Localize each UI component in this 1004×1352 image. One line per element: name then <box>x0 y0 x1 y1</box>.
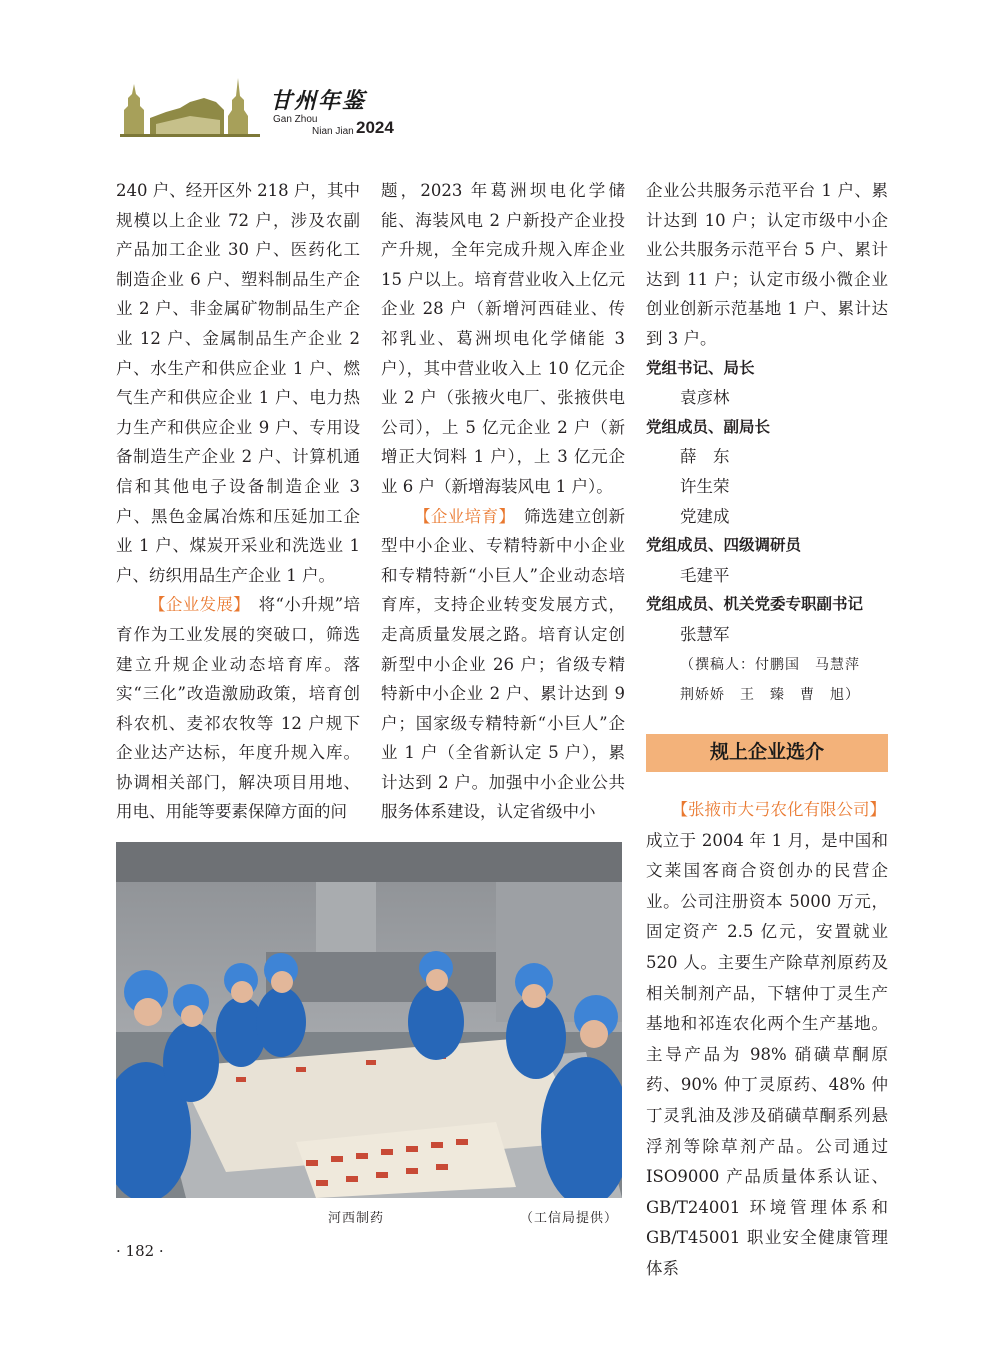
yearbook-name-en-2: Nian Jian <box>312 126 354 137</box>
company-name: 【张掖市大弓农化有限公司】 <box>671 800 886 819</box>
photo-caption: 河西制药 <box>328 1211 385 1226</box>
author-credit: （撰稿人：付鹏国 马慧萍 <box>680 656 860 673</box>
person-name: 许生荣 <box>680 476 730 496</box>
role-title: 党组成员、四级调研员 <box>646 537 802 555</box>
person-name: 张慧军 <box>680 624 730 644</box>
person-name: 毛建平 <box>680 565 730 585</box>
section-tag: 【企业发展】 <box>149 595 242 615</box>
paragraph: 240 户、经开区外 218 户，其中规模以上企业 72 户，涉及农副产品加工企业 30 户、医药化工制造企业 6 户、塑料制品生产企业 2 户、非金属矿物制品生产企业 12 户、金属制品生产企业 2 户、水生产和供应企业 1 户、燃气生产和供应企业 1 户、电力热力生产和供应企业 9 户、专用设备制造生产企业 2 户、计算机通信和其他电子设备制造企业 3 户、黑色金属冶炼和压延加工企业 1 户、煤炭开采业和洗选业 1 户、纺织用品生产企业 1 户。 <box>116 181 360 585</box>
role-title: 党组书记、局长 <box>646 359 755 377</box>
yearbook-year: 2024 <box>356 118 394 137</box>
photo-credit: （工信局提供） <box>520 1211 619 1226</box>
paragraph: 题，2023 年葛洲坝电化学储能、海装风电 2 户新投产企业投产升规，全年完成升规入库企业 15 户以上。培育营业收入上亿元企业 28 户（新增河西硅业、传祁乳业、葛洲坝电化学储能 3 户），其中营业收入上 10 亿元企业 2 户（张掖火电厂、张掖供电公司），上 5 亿元企业 2 户（新增正大饲料 1 户），上 3 亿元企业 6 户（新增海装风电 1 户）。 <box>381 181 625 496</box>
section-tag: 【企业培育】 <box>414 506 508 526</box>
paragraph-enterprise-cultivation <box>381 502 625 828</box>
yearbook-name-en-1: Gan Zhou <box>273 114 318 125</box>
paragraph-enterprise-development <box>116 590 360 827</box>
yearbook-logo <box>120 70 420 145</box>
column-1 <box>116 176 360 827</box>
person-name: 党建成 <box>680 506 730 526</box>
yearbook-title: 甘州年鉴 <box>270 88 367 114</box>
person-name: 薛 东 <box>680 447 730 467</box>
paragraph: 企业公共服务示范平台 1 户、累计达到 10 户；认定市级中小企业公共服务示范平台 5 户、累计达到 11 户；认定市级小微企业创业创新示范基地 1 户、累计达到 3 户。 <box>646 181 888 348</box>
column-2 <box>381 176 625 827</box>
person-name: 袁彦林 <box>680 388 730 408</box>
company-profile <box>646 795 888 1285</box>
pharmacy-workers-image <box>116 842 622 1198</box>
paragraph-text: 将“小升规”培育作为工业发展的突破口，筛选建立升规企业动态培育库。落实“三化”改造激励政策，培育创科农机、麦祁农牧等 12 户规下企业达产达标，年度升规入库。协调相关部门，解决项目用地、用电、用能等要素保障方面的问 <box>116 595 361 822</box>
paragraph-text: 筛选建立创新型中小企业、专精特新中小企业和专精特新“小巨人”企业动态培育库，支持企业转变发展方式，走高质量发展之路。培育认定创新型中小企业 26 户；省级专精特新中小企业 2 户、累计达到 9 户；国家级专精特新“小巨人”企业 1 户（全省新认定 5 户），累计达到 2 户。加强中小企业公共服务体系建设，认定省级中小 <box>381 506 626 822</box>
factory-photo <box>116 842 622 1198</box>
page-number: · 182 · <box>116 1242 164 1260</box>
author-credit: 荆娇娇 王 臻 曹 旭） <box>680 686 860 703</box>
role-title: 党组成员、副局长 <box>646 418 771 436</box>
pagoda-skyline-icon <box>120 70 260 140</box>
section-banner: 规上企业选介 <box>646 734 888 772</box>
role-title: 党组成员、机关党委专职副书记 <box>646 596 864 614</box>
paragraph: 成立于 2004 年 1 月，是中国和文莱国客商合资创办的民营企业。公司注册资本 5000 万元，固定资产 2.5 亿元，安置就业 520 人。主要生产除草剂原药及相关制剂产品，下辖仲丁灵生产基地和祁连农化两个生产基地。主导产品为 98% 硝磺草酮原药、90% 仲丁灵原药、48% 仲丁灵乳油及涉及硝磺草酮系列悬浮剂等除草剂产品。公司通过 ISO9000 产品质量体系认证、GB/T24001 环境管理体系和 GB/T45001 职业安全健康管理体系 <box>646 830 888 1278</box>
column-3 <box>646 176 888 710</box>
